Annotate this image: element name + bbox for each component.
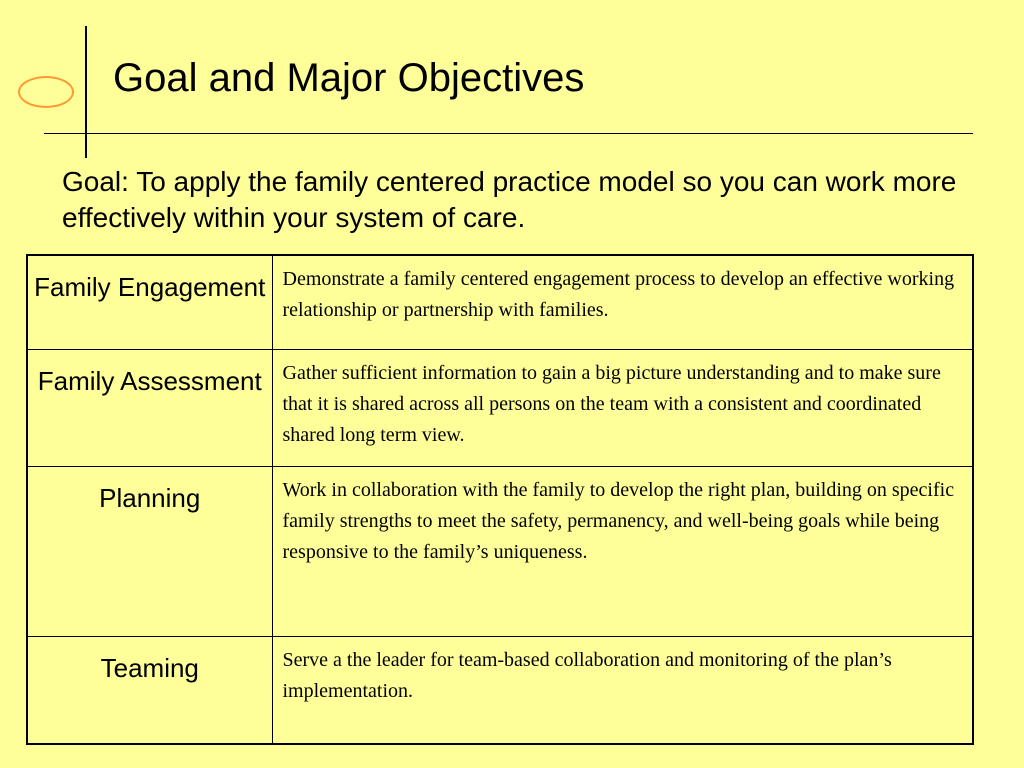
decorative-oval bbox=[18, 76, 74, 108]
objective-description: Demonstrate a family centered engagement process to develop an effective working relationship or partnership with families. bbox=[272, 255, 973, 349]
title-underline bbox=[44, 133, 973, 134]
objective-term: Teaming bbox=[27, 636, 272, 744]
objective-description: Serve a the leader for team-based collaboration and monitoring of the plan’s implementation. bbox=[272, 636, 973, 744]
goal-statement: Goal: To apply the family centered practice model so you can work more effectively within your system of care. bbox=[62, 166, 957, 233]
objectives-table bbox=[26, 254, 974, 745]
objective-description: Work in collaboration with the family to develop the right plan, building on specific family strengths to meet the safety, permanency, and well-being goals while being responsive to the family’s uniqueness. bbox=[272, 466, 973, 636]
decorative-vertical-line bbox=[85, 26, 87, 158]
objective-description: Gather sufficient information to gain a big picture understanding and to make sure that it is shared across all persons on the team with a consistent and coordinated shared long term view. bbox=[272, 349, 973, 466]
table-row bbox=[27, 255, 973, 349]
table-row bbox=[27, 636, 973, 744]
objective-term: Planning bbox=[27, 466, 272, 636]
table-row bbox=[27, 349, 973, 466]
objective-term: Family Assessment bbox=[27, 349, 272, 466]
table-row bbox=[27, 466, 973, 636]
slide-title: Goal and Major Objectives bbox=[113, 56, 585, 100]
objective-term: Family Engagement bbox=[27, 255, 272, 349]
